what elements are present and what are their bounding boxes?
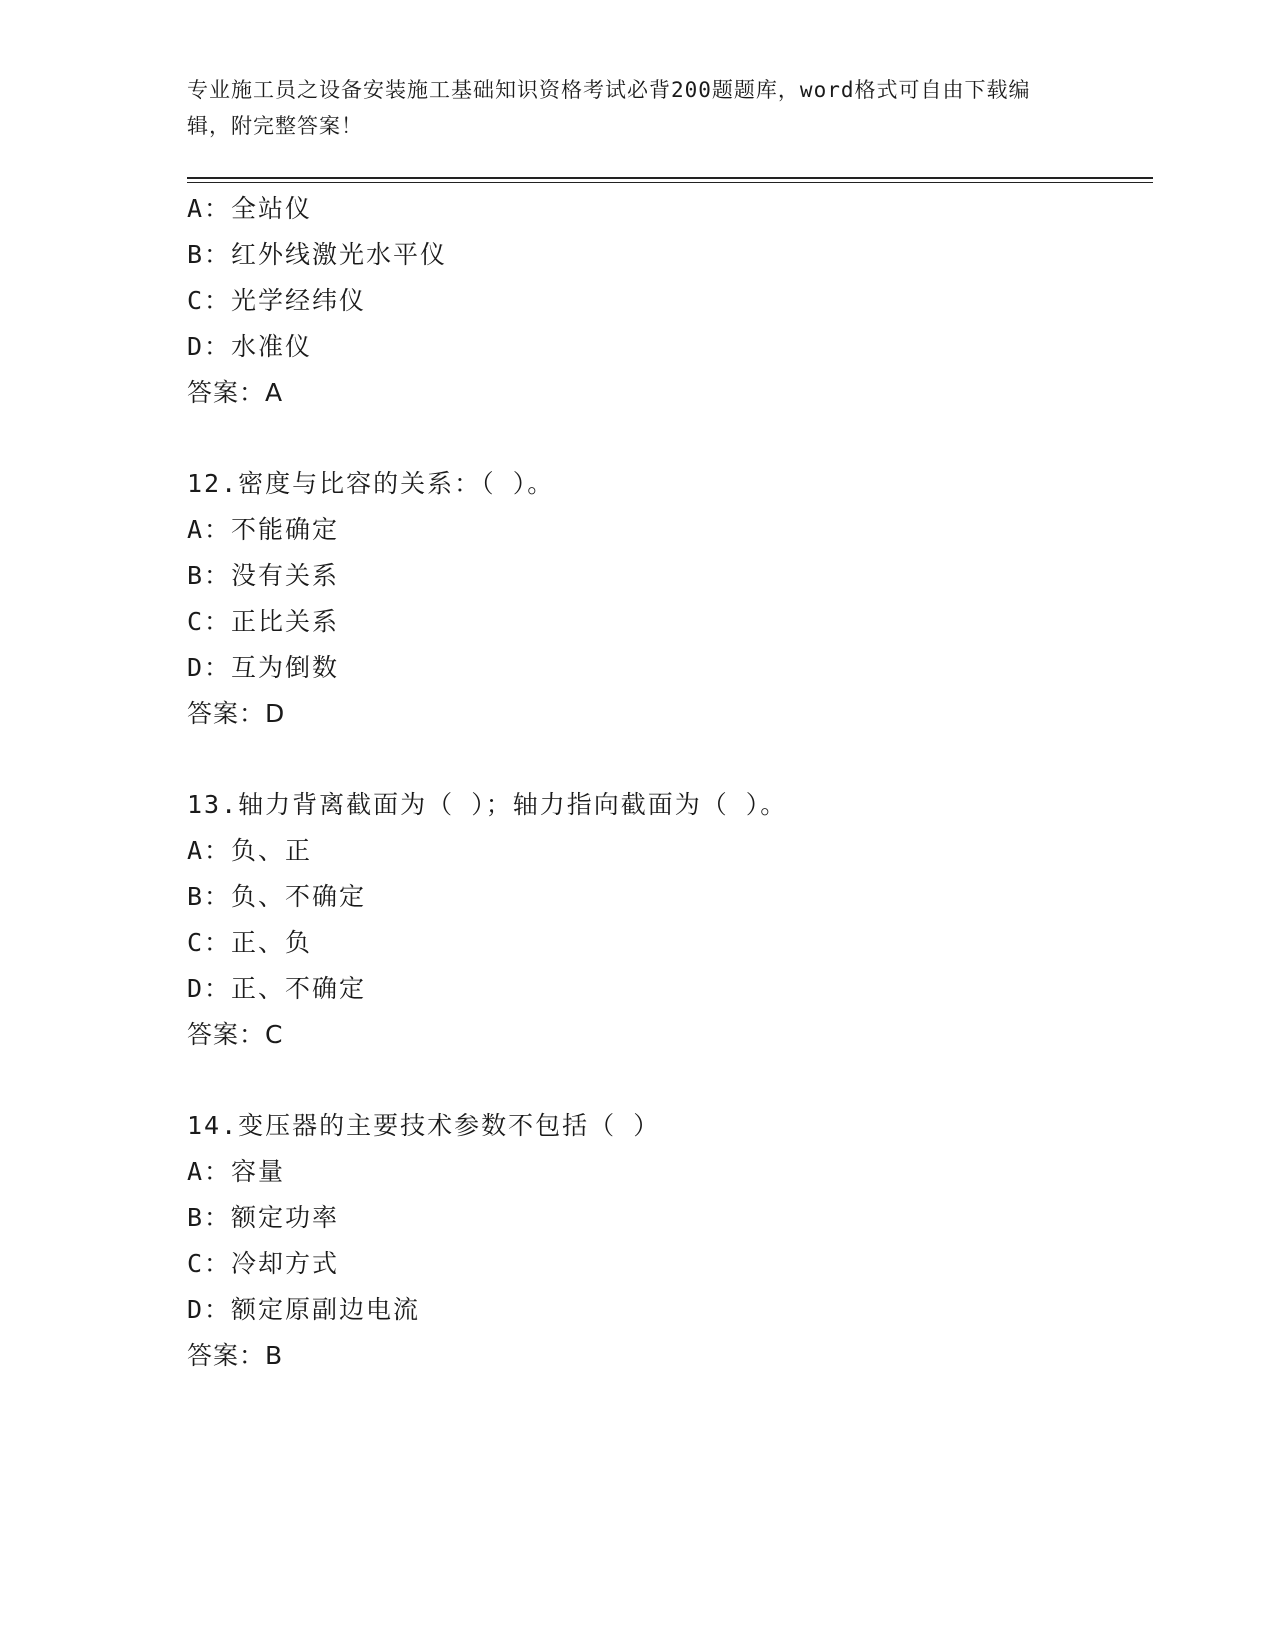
question-content — [187, 186, 1153, 1379]
answer-line: 答案：B — [187, 1341, 284, 1370]
question-block-13 — [187, 782, 1153, 1058]
question-spacer — [187, 737, 1153, 782]
answer-line: 答案：A — [187, 378, 284, 407]
question-stem: 13.轴力背离截面为（ ）；轴力指向截面为（ ）。 — [187, 790, 788, 819]
option-a: A：全站仪 — [187, 194, 313, 223]
option-a: A：负、正 — [187, 836, 313, 865]
question-block-11 — [187, 186, 1153, 416]
option-a: A：容量 — [187, 1157, 286, 1186]
answer-line: 答案：C — [187, 1020, 284, 1049]
option-d: D：额定原副边电流 — [187, 1295, 421, 1324]
option-b: B：额定功率 — [187, 1203, 340, 1232]
document-title: 专业施工员之设备安装施工基础知识资格考试必背200题题库，word格式可自由下载编辑，附完整答案！ — [187, 78, 1031, 138]
option-d: D：互为倒数 — [187, 653, 340, 682]
question-block-12 — [187, 461, 1153, 737]
question-stem: 14.变压器的主要技术参数不包括（ ） — [187, 1111, 661, 1140]
question-spacer — [187, 1058, 1153, 1103]
header-divider — [187, 177, 1153, 183]
option-b: B：红外线激光水平仪 — [187, 240, 448, 269]
option-a: A：不能确定 — [187, 515, 340, 544]
option-c: C：正比关系 — [187, 607, 340, 636]
option-b: B：没有关系 — [187, 561, 340, 590]
option-d: D：水准仪 — [187, 332, 313, 361]
option-d: D：正、不确定 — [187, 974, 367, 1003]
question-spacer — [187, 416, 1153, 461]
option-b: B：负、不确定 — [187, 882, 367, 911]
option-c: C：正、负 — [187, 928, 313, 957]
question-block-14 — [187, 1103, 1153, 1379]
option-c: C：光学经纬仪 — [187, 286, 367, 315]
question-stem: 12.密度与比容的关系：（ ）。 — [187, 469, 555, 498]
answer-line: 答案：D — [187, 699, 286, 728]
option-c: C：冷却方式 — [187, 1249, 340, 1278]
